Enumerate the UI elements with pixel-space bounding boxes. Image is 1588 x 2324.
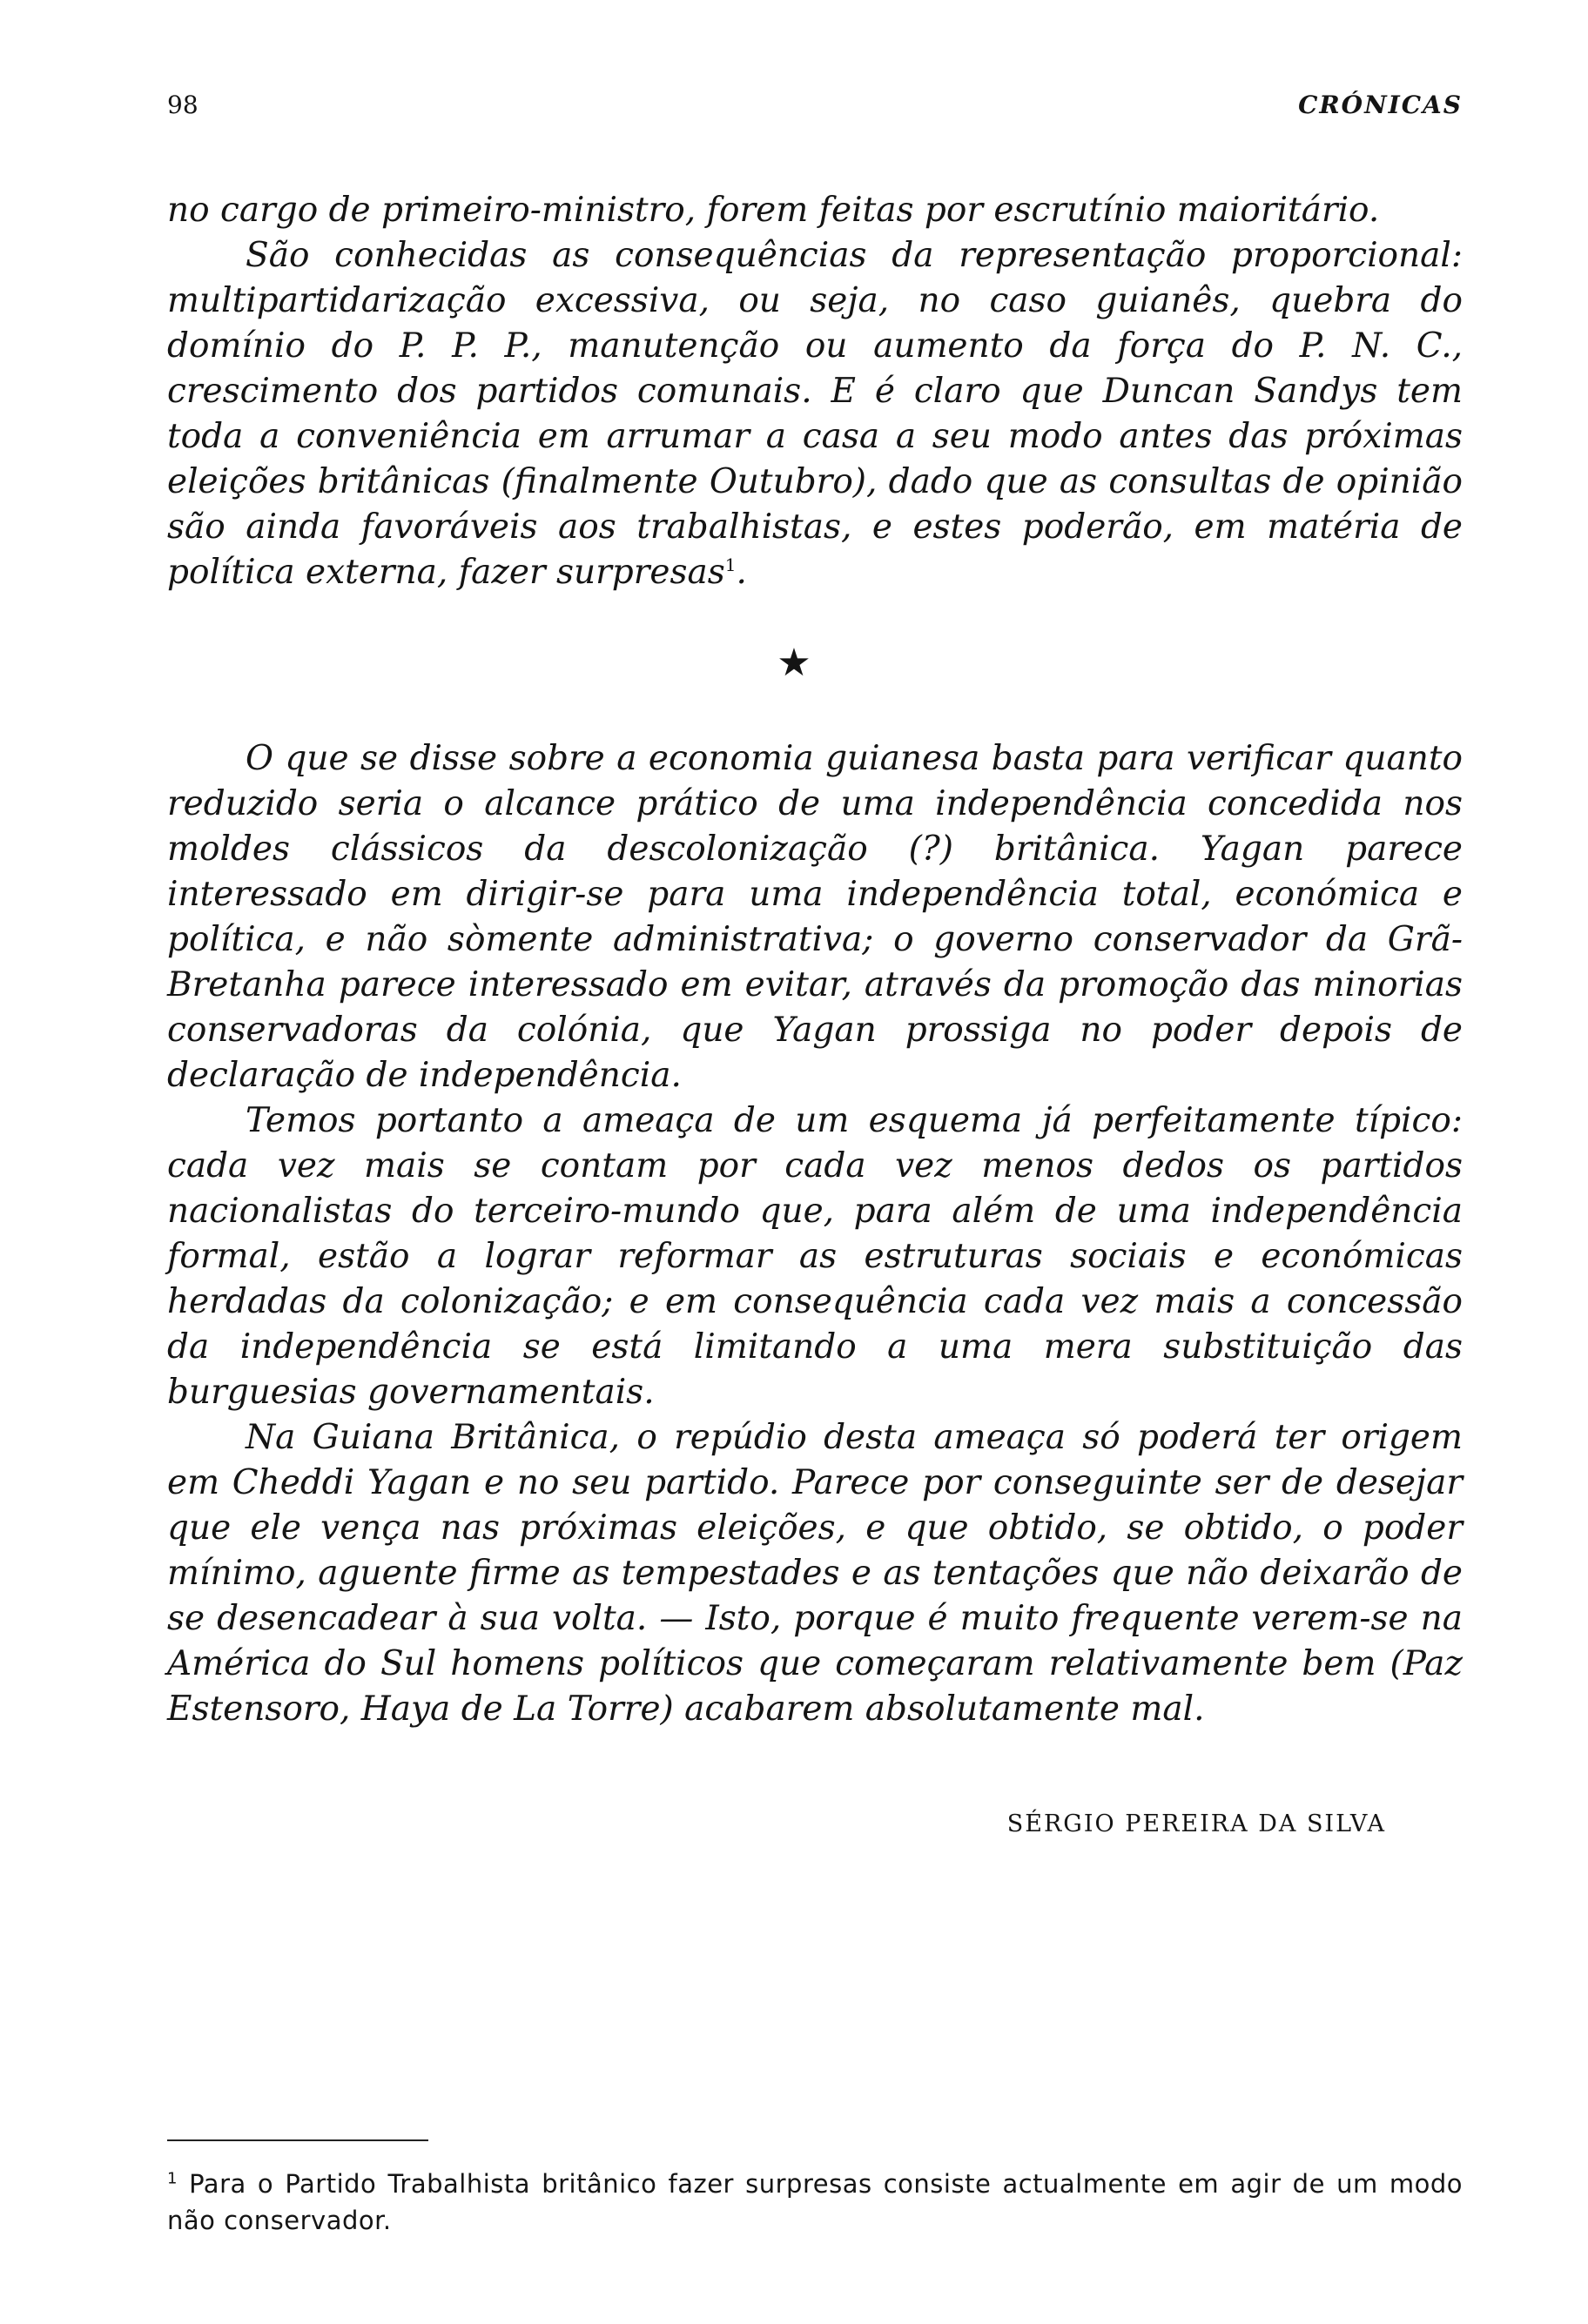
paragraph — [167, 233, 1463, 595]
footnote-mark: 1 — [167, 2169, 178, 2188]
paragraph-text: São conhecidas as consequências da representação proporcional: multipartidarização excessiva, ou seja, no caso guianês, quebra do domínio do P. P. P., manutenção ou aumento da força do P. N. C., crescimento dos partidos comunais. E é claro que Duncan Sandys tem toda a conveniência em arrumar a casa a seu modo antes das próximas eleições britânicas (finalmente Outubro), dado que as consultas de opinião são ainda favoráveis aos trabalhistas, e estes poderão, em matéria de política externa, fazer surpresas — [167, 236, 1463, 592]
footnote-divider — [167, 2139, 428, 2141]
running-head: CRÓNICAS — [1298, 91, 1463, 119]
paragraph-continuation: no cargo de primeiro-ministro, forem feitas por escrutínio maioritário. — [167, 191, 1380, 230]
author-signature: SÉRGIO PEREIRA DA SILVA — [1006, 1810, 1386, 1837]
page-number: 98 — [167, 91, 198, 119]
section-1 — [167, 188, 1463, 595]
paragraph: Na Guiana Britânica, o repúdio desta ameaça só poderá ter origem em Cheddi Yagan e no seu partido. Parece por conseguinte ser de desejar que ele vença nas próximas eleições, e que obtido, se obtido, o poder mínimo, aguente firme as tempestades e as tentações que não deixarão de se desencadear à sua volta. — Isto, porque é muito frequente verem-se na América do Sul homens políticos que começaram relativamente bem (Paz Estensoro, Haya de La Torre) acabarem absolutamente mal. — [167, 1418, 1463, 1729]
star-divider: ★ — [777, 641, 811, 685]
paragraph-end: . — [736, 553, 747, 592]
footnote-text: Para o Partido Trabalhista britânico fazer surpresas consiste actualmente em agir de um modo não conservador. — [167, 2169, 1464, 2235]
footnote-reference: 1 — [724, 554, 737, 575]
paragraph: Temos portanto a ameaça de um esquema já perfeitamente típico: cada vez mais se contam por cada vez menos dedos os partidos nacionalistas do terceiro-mundo que, para além de uma independência formal, estão a lograr reformar as estruturas sociais e económicas herdadas da colonização; e em consequência cada vez mais a concessão da independência se está limitando a uma mera substituição das burguesias governamentais. — [167, 1101, 1463, 1412]
footnote — [167, 2166, 1463, 2239]
section-2 — [167, 736, 1463, 1732]
paragraph: O que se disse sobre a economia guianesa basta para verificar quanto reduzido seria o alcance prático de uma independência concedida nos moldes clássicos da descolonização (?) britânica. Yagan parece interessado em dirigir-se para uma independência total, económica e política, e não sòmente administrativa; o governo conservador da Grã-Bretanha parece interessado em evitar, através da promoção das minorias conservadoras da colónia, que Yagan prossiga no poder depois de declaração de independência. — [167, 739, 1463, 1095]
